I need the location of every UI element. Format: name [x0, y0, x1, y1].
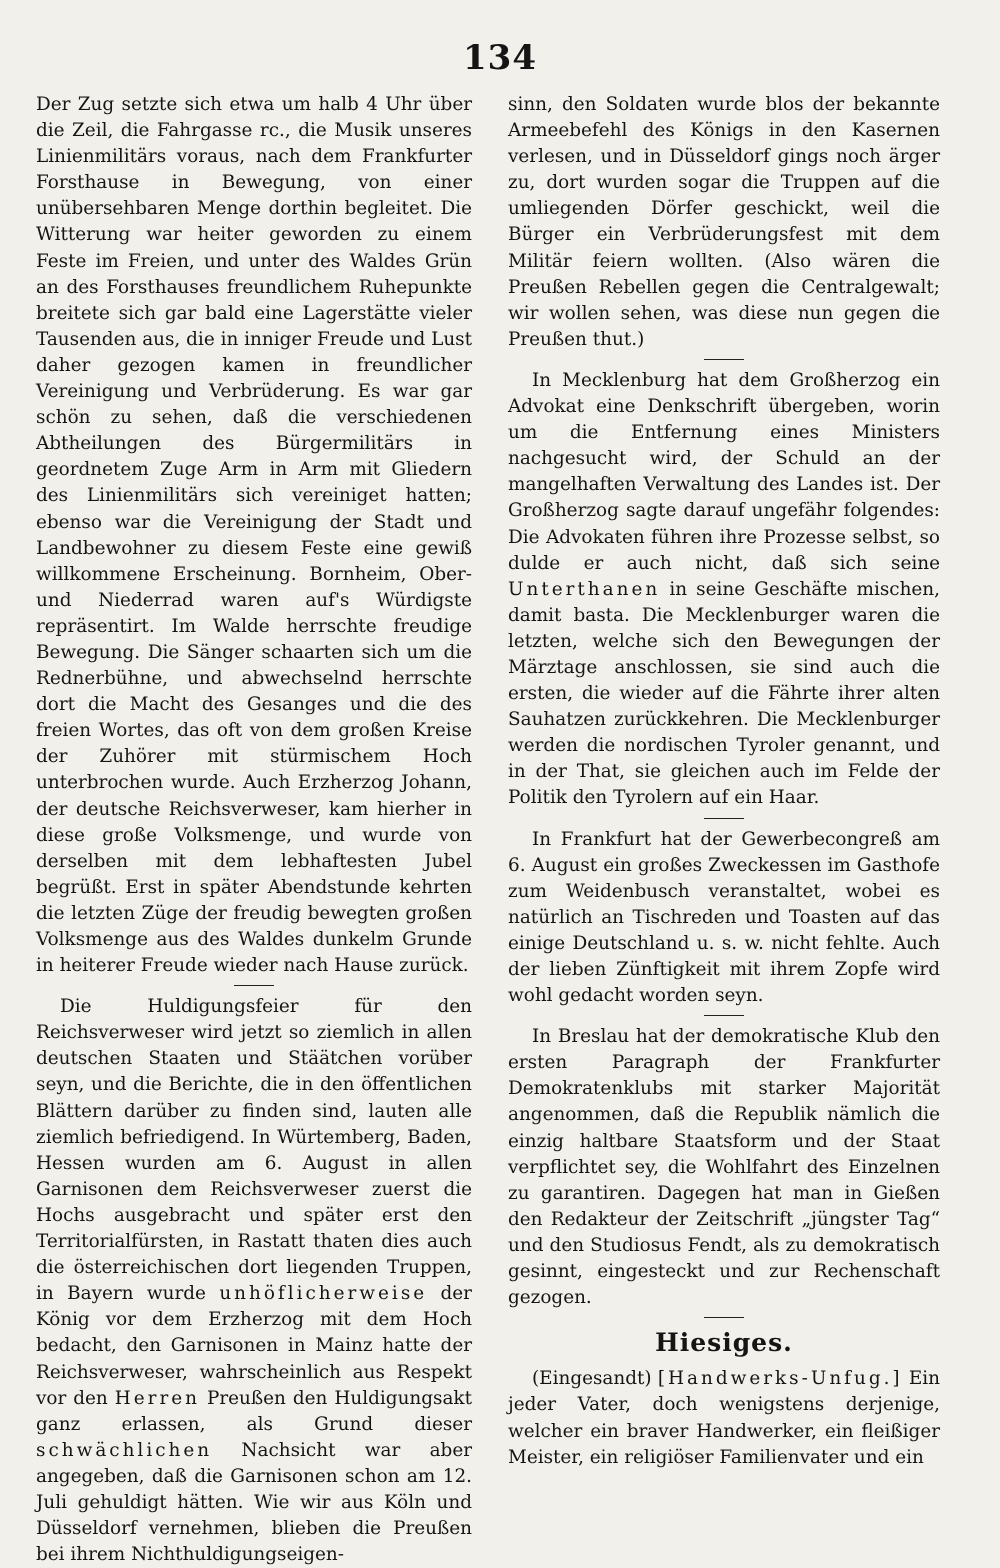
section-divider [234, 985, 274, 986]
left-column [36, 92, 472, 1568]
article-paragraph: In Breslau hat der demokratische Klub den ersten Paragraph der Frankfurter Demokratenklubs mit starker Majorität angenommen, daß die Republik nämlich die einzig haltbare Staatsform und der Staat verpflichtet sey, die Wohlfahrt des Einzelnen zu garantiren. Dagegen hat man in Gießen den Redakteur der Zeitschrift „jüngster Tag“ und den Studiosus Fendt, als zu demokratisch gesinnt, eingesteckt und zur Rechenschaft gezogen. [508, 1026, 940, 1309]
emphasis-spaced: Unterthanen [508, 578, 661, 600]
text-run: Nachsicht war aber angegeben, daß die Garnisonen schon am 12. Juli gehuldigt hätten. Wie wir aus Köln und Düsseldorf vernehmen, blieben die Preußen bei ihrem Nichthuldigungseigen- [36, 1439, 472, 1566]
section-divider [704, 1015, 744, 1016]
section-divider [704, 818, 744, 819]
emphasis-spaced: Herren [114, 1387, 200, 1409]
section-divider [704, 1317, 744, 1318]
section-heading: Hiesiges. [655, 1328, 793, 1358]
article-paragraph [36, 994, 472, 1568]
article-paragraph: Der Zug setzte sich etwa um halb 4 Uhr über die Zeil, die Fahrgasse rc., die Musik unseres Linienmilitärs voraus, nach dem Frankfurter Forsthause in Bewegung, von einer unübersehbaren Menge dorthin begleitet. Die Witterung war heiter geworden zu einem Feste im Freien, und unter des Waldes Grün an des Forsthauses freundlichem Ruhepunkte breitete sich gar bald eine Lagerstätte vieler Tausenden aus, die in inniger Freude und Lust daher gezogen kamen in freundlicher Vereinigung und Verbrüderung. Es war gar schön zu sehen, daß die verschiedenen Abtheilungen des Bürgermilitärs in geordnetem Zuge Arm in Arm mit Gliedern des Linienmilitärs sich vereiniget hatten; ebenso war die Vereinigung der Stadt und Landbewohner zu diesem Feste eine gewiß willkommene Erscheinung. Bornheim, Ober- und Niederrad waren auf's Würdigste repräsentirt. Im Walde herrschte freudige Bewegung. Die Sänger schaarten sich um die Rednerbühne, und abwechselnd herrschte dort die Macht des Gesanges und die des freien Wortes, das oft von dem großen Kreise der Zuhörer mit stürmischem Hoch unterbrochen wurde. Auch Erzherzog Johann, der deutsche Reichsverweser, kam hierher in diese große Volksmenge, und wurde von derselben mit dem lebhaftesten Jubel begrüßt. Erst in später Abendstunde kehrten die letzten Züge der freudig bewegten großen Volksmenge aus des Waldes dunkelm Grunde in heiterer Freude wieder nach Hause zurück. [36, 94, 472, 977]
article-paragraph: In Frankfurt hat der Gewerbecongreß am 6. August ein großes Zweckessen im Gasthofe zum Weidenbusch veranstaltet, wobei es natürlich an Tischreden und Toasten auf das einige Deutschland u. s. w. nicht fehlte. Auch der lieben Zünftigkeit mit ihrem Zopfe wird wohl gedacht worden seyn. [508, 828, 940, 1007]
article-paragraph: sinn, den Soldaten wurde blos der bekannte Armeebefehl des Königs in den Kasernen verlesen, und in Düsseldorf gings noch ärger zu, dort wurden sogar die Truppen auf die umliegenden Dörfer geschickt, weil die Bürger ein Verbrüderungsfest mit dem Militär feiern wollten. (Also wären die Preußen Rebellen gegen die Centralgewalt; wir wollen sehen, was diese nun gegen die Preußen thut.) [508, 94, 940, 350]
emphasis-spaced: schwächlichen [36, 1439, 213, 1461]
submission-note: (Eingesandt) [532, 1368, 652, 1390]
article-paragraph [508, 1366, 940, 1470]
text-run: der König vor dem Erzherzog mit dem Hoch bedacht, den Garnisonen in Mainz hatte der Reichsverweser, wahrscheinlich aus Respekt vor den [36, 1283, 472, 1409]
text-run: Preußen den Huldigungsakt ganz erlassen, als Grund dieser [36, 1387, 472, 1435]
text-run: In Mecklenburg hat dem Großherzog ein Advokat eine Denkschrift übergeben, worin um die Entfernung eines Ministers nachgesucht wird, der Schuld an der mangelhaften Verwaltung des Landes ist. Der Großherzog sagte darauf ungefähr folgendes: Die Advokaten führen ihre Prozesse selbst, so dulde er auch nicht, daß sich seine [508, 369, 940, 574]
text-run: Ein jeder Vater, doch wenigstens derjenige, welcher ein braver Handwerker, ein fleißiger Meister, ein religiöser Familienvater und ein [508, 1368, 940, 1468]
right-column [508, 92, 940, 1471]
text-run: in seine Geschäfte mischen, damit basta. Die Mecklenburger waren die letzten, welche sich den Bewegungen der Märztage anschlossen, sie sind auch die ersten, die wieder auf die Fährte ihrer alten Sauhatzen zurückkehren. Die Mecklenburger werden die nordischen Tyroler genannt, und in der That, sie gleichen auch im Felde der Politik den Tyrolern auf ein Haar. [508, 578, 940, 809]
emphasis-spaced: unhöflicherweise [219, 1283, 428, 1305]
article-title: [Handwerks-Unfug.] [657, 1368, 903, 1390]
page-number: 134 [463, 38, 537, 78]
text-run: Die Huldigungsfeier für den Reichsverweser wird jetzt so ziemlich in allen deutschen Staaten und Stäätchen vorüber seyn, und die Berichte, die in den öffentlichen Blättern darüber zu finden sind, lauten alle ziemlich befriedigend. In Würtemberg, Baden, Hessen wurden am 6. August in allen Garnisonen dem Reichsverweser zuerst die Hochs ausgebracht und später erst den Territorialfürsten, in Rastatt thaten dies auch die österreichischen dort liegenden Truppen, in Bayern wurde [36, 996, 472, 1305]
section-divider [704, 359, 744, 360]
article-paragraph [508, 368, 940, 812]
